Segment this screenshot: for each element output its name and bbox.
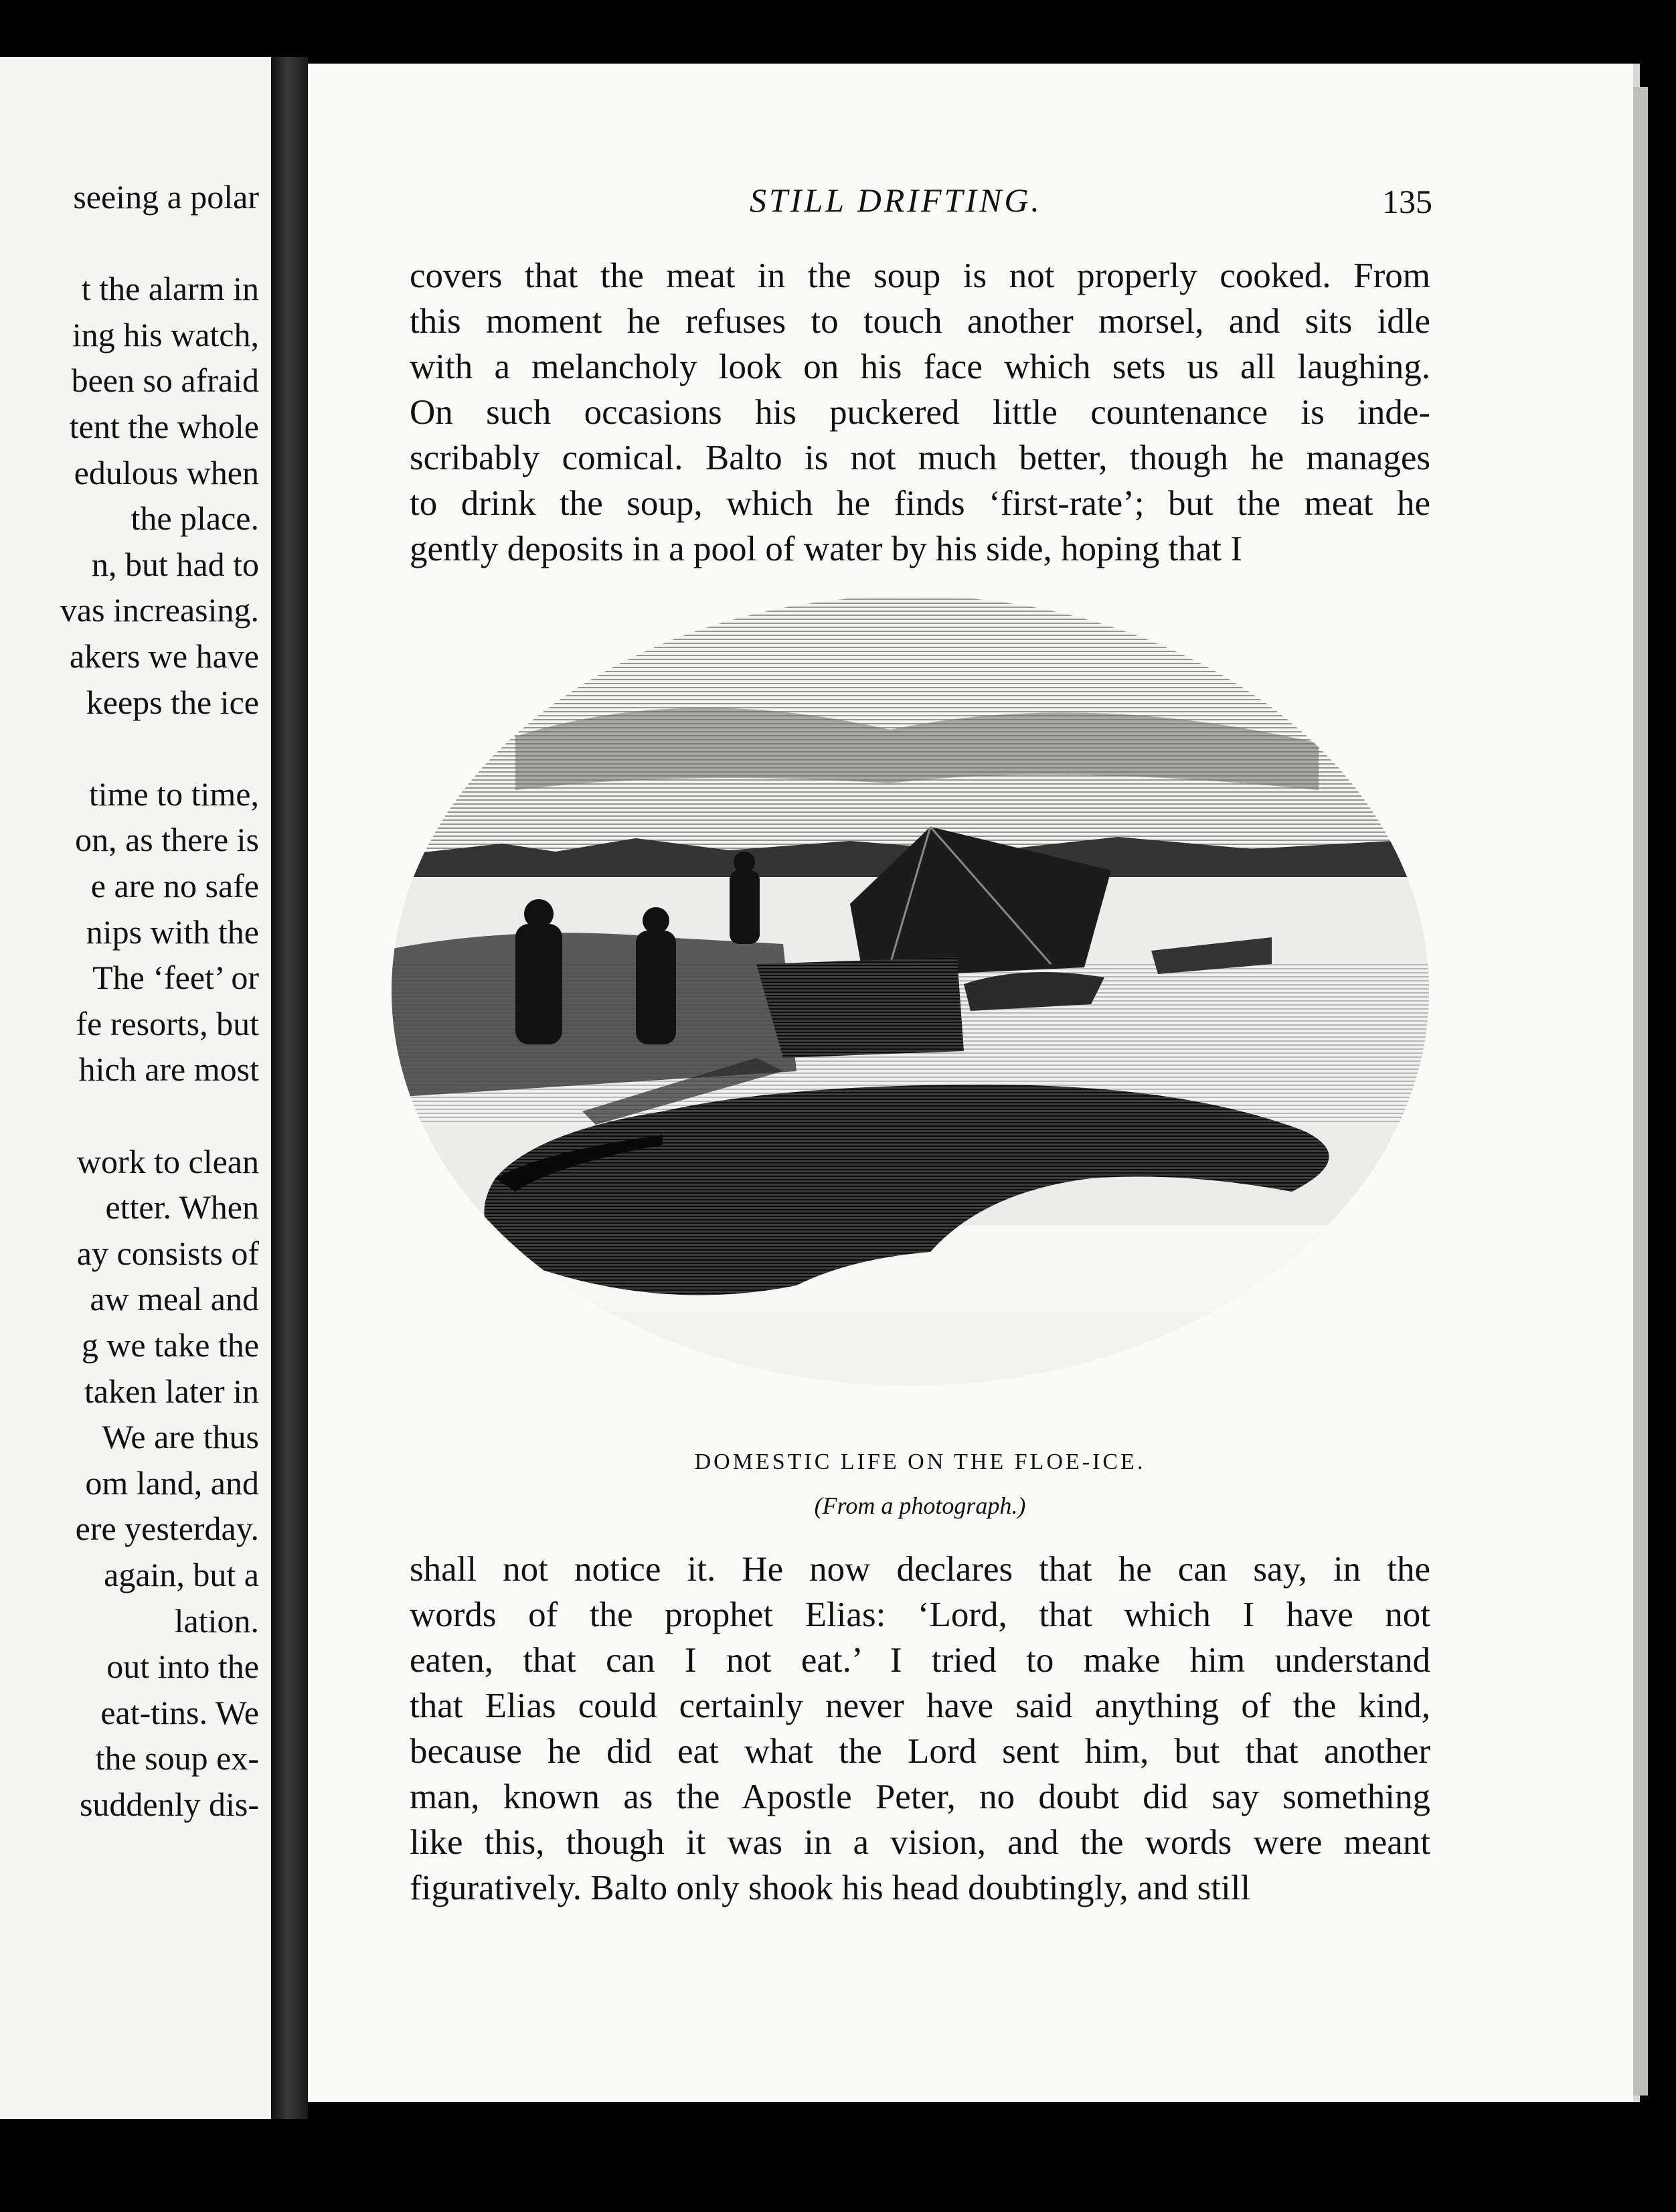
text-line: On such occasions his puckered little countenance is inde- xyxy=(410,393,1430,432)
left-page-line: e are no safe xyxy=(90,867,259,904)
left-page-line: aw meal and xyxy=(90,1280,259,1318)
left-page-line: taken later in xyxy=(84,1372,259,1410)
ice-block xyxy=(756,957,964,1058)
left-page-line: We are thus xyxy=(102,1418,259,1456)
left-page-line: nips with the xyxy=(86,913,259,951)
left-page-line: been so afraid xyxy=(71,362,259,400)
illustration-engraving xyxy=(382,589,1439,1433)
text-line: man, known as the Apostle Peter, no doubt did say something xyxy=(410,1778,1430,1816)
left-page-line: etter. When xyxy=(105,1188,259,1227)
left-page-line: n, but had to xyxy=(92,545,259,583)
text-line: shall not notice it. He now declares that he can say, in the xyxy=(410,1550,1430,1589)
left-page-line: lation. xyxy=(174,1601,259,1640)
running-header: STILL DRIFTING. xyxy=(750,181,1042,219)
book-gutter xyxy=(271,57,308,2119)
page-number: 135 xyxy=(1382,183,1432,220)
text-line: like this, though it was in a vision, and the words were meant xyxy=(410,1823,1430,1862)
left-page-line: work to clean xyxy=(76,1142,259,1180)
text-line: to drink the soup, which he finds ‘first-rate’; but the meat he xyxy=(410,484,1430,523)
bottom-paragraph xyxy=(410,1547,1430,1911)
left-page-line: g we take the xyxy=(81,1326,259,1364)
text-line: scribably comical. Balto is not much better, though he manages xyxy=(410,439,1430,477)
left-page-line: akers we have xyxy=(69,637,259,675)
illustration-credit: (From a photograph.) xyxy=(814,1492,1026,1519)
text-line: because he did eat what the Lord sent him, but that another xyxy=(410,1732,1430,1771)
left-page-line: hich are most xyxy=(78,1050,259,1089)
left-page-line: again, but a xyxy=(104,1556,259,1593)
left-page-line: seeing a polar xyxy=(73,178,259,216)
left-page-line: The ‘feet’ or xyxy=(92,959,259,997)
illustration-caption: DOMESTIC LIFE ON THE FLOE-ICE. xyxy=(694,1449,1146,1474)
left-page-line: the place. xyxy=(131,499,259,538)
text-line: this moment he refuses to touch another morsel, and sits idle xyxy=(410,302,1430,341)
text-line: words of the prophet Elias: ‘Lord, that which I have not xyxy=(410,1595,1430,1634)
left-page xyxy=(0,57,271,2119)
left-page-line: om land, and xyxy=(85,1464,259,1502)
left-page-line: ing his watch, xyxy=(72,315,259,353)
left-page-line: fe resorts, but xyxy=(76,1004,259,1042)
top-paragraph xyxy=(410,253,1430,572)
left-page-line: time to time, xyxy=(88,775,259,813)
text-line: covers that the meat in the soup is not properly cooked. From xyxy=(410,256,1430,295)
text-line: figuratively. Balto only shook his head doubtingly, and still xyxy=(410,1869,1251,1907)
page-edge xyxy=(1633,87,1648,2096)
left-page-line: edulous when xyxy=(74,453,259,491)
text-line: that Elias could certainly never have said anything of the kind, xyxy=(410,1686,1430,1725)
left-page-line: ay consists of xyxy=(76,1234,259,1272)
left-page-line: on, as there is xyxy=(75,821,259,859)
left-page-line: out into the xyxy=(106,1648,259,1686)
text-line: eaten, that can I not eat.’ I tried to make him understand xyxy=(410,1641,1430,1680)
text-line: gently deposits in a pool of water by his side, hoping that I xyxy=(410,530,1242,568)
left-page-line: vas increasing. xyxy=(60,591,259,629)
left-page-line: suddenly dis- xyxy=(79,1786,259,1823)
text-line: with a melancholy look on his face which sets us all laughing. xyxy=(410,347,1430,386)
left-page-line: eat-tins. We xyxy=(100,1693,259,1731)
left-page-line: keeps the ice xyxy=(86,683,259,721)
left-page-line: t the alarm in xyxy=(81,270,259,308)
left-page-line: ere yesterday. xyxy=(75,1510,259,1548)
left-page-line: the soup ex- xyxy=(95,1739,259,1778)
left-page-line: tent the whole xyxy=(69,408,259,445)
